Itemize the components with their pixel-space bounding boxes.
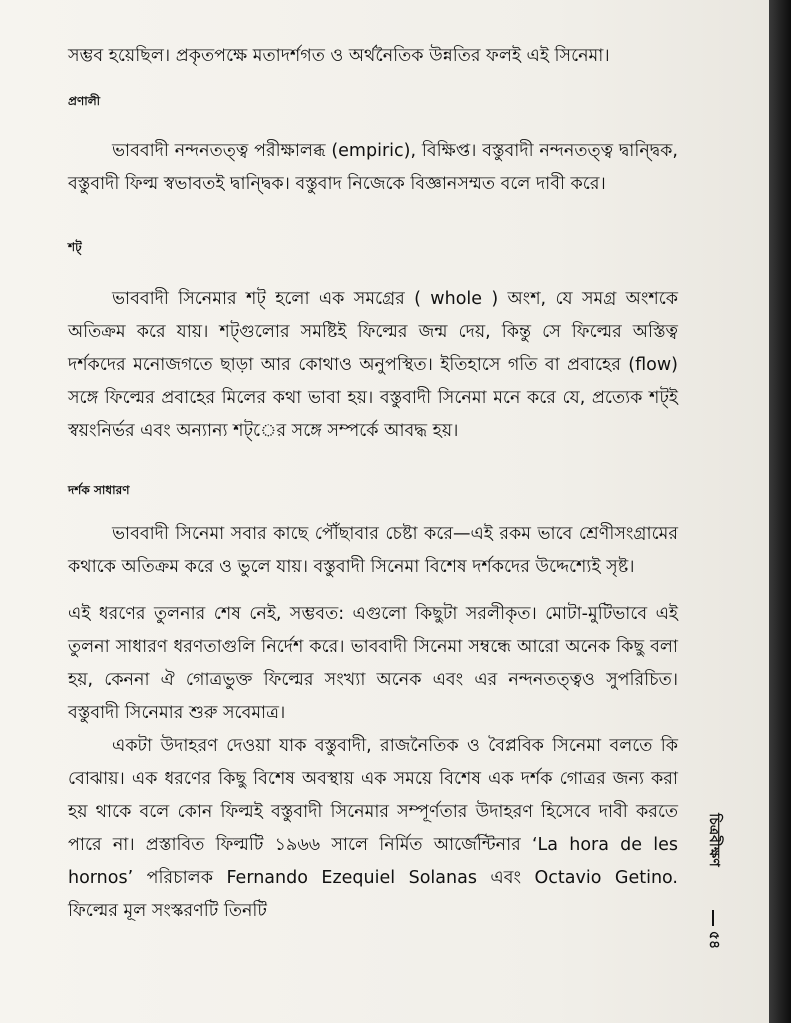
intro-paragraph: সম্ভব হয়েছিল। প্রকৃতপক্ষে মতাদর্শগত ও অর্থনৈতিক উন্নতির ফলই এই সিনেমা। [68, 46, 610, 66]
audience-paragraph-2: এই ধরণের তুলনার শেষ নেই, সম্ভবত: এগুলো কিছুটা সরলীকৃত। মোটা-মুটিভাবে এই তুলনা সাধারণ ধরণতাগুলি নির্দেশ করে। ভাববাদী সিনেমা সম্বন্ধে আরো অনেক কিছু বলা হয়, কেননা ঐ গোত্রভুক্ত ফিল্মের সংখ্যা অনেক এবং এর নন্দনতত্ত্বও সুপরিচিত। বস্তুবাদী সিনেমার শুরু সবেমাত্র। [68, 604, 678, 723]
book-spine-edge [769, 0, 791, 1023]
section-heading-method: প্রণালী [68, 94, 101, 108]
journal-name: চিত্রবীক্ষণ [706, 813, 722, 867]
page-content [68, 40, 678, 928]
audience-paragraph-3: একটা উদাহরণ দেওয়া যাক বস্তুবাদী, রাজনৈতিক ও বৈপ্লবিক সিনেমা বলতে কি বোঝায়। এক ধরণের কিছু বিশেষ অবস্থায় এক সময়ে বিশেষ এক দর্শক গোত্রর জন্য করা হয় থাকে বলে কোন ফিল্মই বস্তুবাদী সিনেমার সম্পূর্ণতার উদাহরণ হিসেবে দাবী করতে পারে না। প্রস্তাবিত ফিল্মটি ১৯৬৬ সালে নির্মিত আর্জেন্টিনার ‘La hora de les hornos’ পরিচালক Fernando Ezequiel Solanas এবং Octavio Getino. ফিল্মের মূল সংস্করণটি তিনটি [68, 736, 678, 921]
audience-paragraph-1: ভাববাদী সিনেমা সবার কাছে পৌঁছাবার চেষ্টা করে—এই রকম ভাবে শ্রেণীসংগ্রামের কথাকে অতিক্রম করে ও ভুলে যায়। বস্তুবাদী সিনেমা বিশেষ দর্শকদের উদ্দেশ্যেই সৃষ্ট। [68, 524, 678, 577]
section-heading-audience: দর্শক সাধারণ [68, 483, 130, 497]
method-paragraph: ভাববাদী নন্দনতত্ত্ব পরীক্ষালব্ধ (empiric), বিক্ষিপ্ত। বস্তুবাদী নন্দনতত্ত্ব দ্বান্দ্বিক, বস্তুবাদী ফিল্ম স্বভাবতই দ্বান্দ্বিক। বস্তুবাদ নিজেকে বিজ্ঞানসম্মত বলে দাবী করে। [68, 141, 678, 194]
page-number: ৫৪ [706, 930, 722, 950]
margin-footer [686, 813, 746, 960]
section-heading-shot: শট্‌ [68, 240, 82, 254]
shot-paragraph: ভাববাদী সিনেমার শট্‌ হলো এক সমগ্রের ( whole ) অংশ, যে সমগ্র অংশকে অতিক্রম করে যায়। শট্‌গুলোর সমষ্টিই ফিল্মের জন্ম দেয়, কিন্তু সে ফিল্মের অস্তিত্ব দর্শকদের মনোজগতে ছাড়া আর কোথাও অনুপস্থিত। ইতিহাসে গতি বা প্রবাহের (flow) সঙ্গে ফিল্মের প্রবাহের মিলের কথা ভাবা হয়। বস্তুবাদী সিনেমা মনে করে যে, প্রত্যেক শট্‌ই স্বয়ংনির্ভর এবং অন্যান্য শট্‌ের সঙ্গে সম্পর্কে আবদ্ধ হয়। [68, 289, 678, 441]
